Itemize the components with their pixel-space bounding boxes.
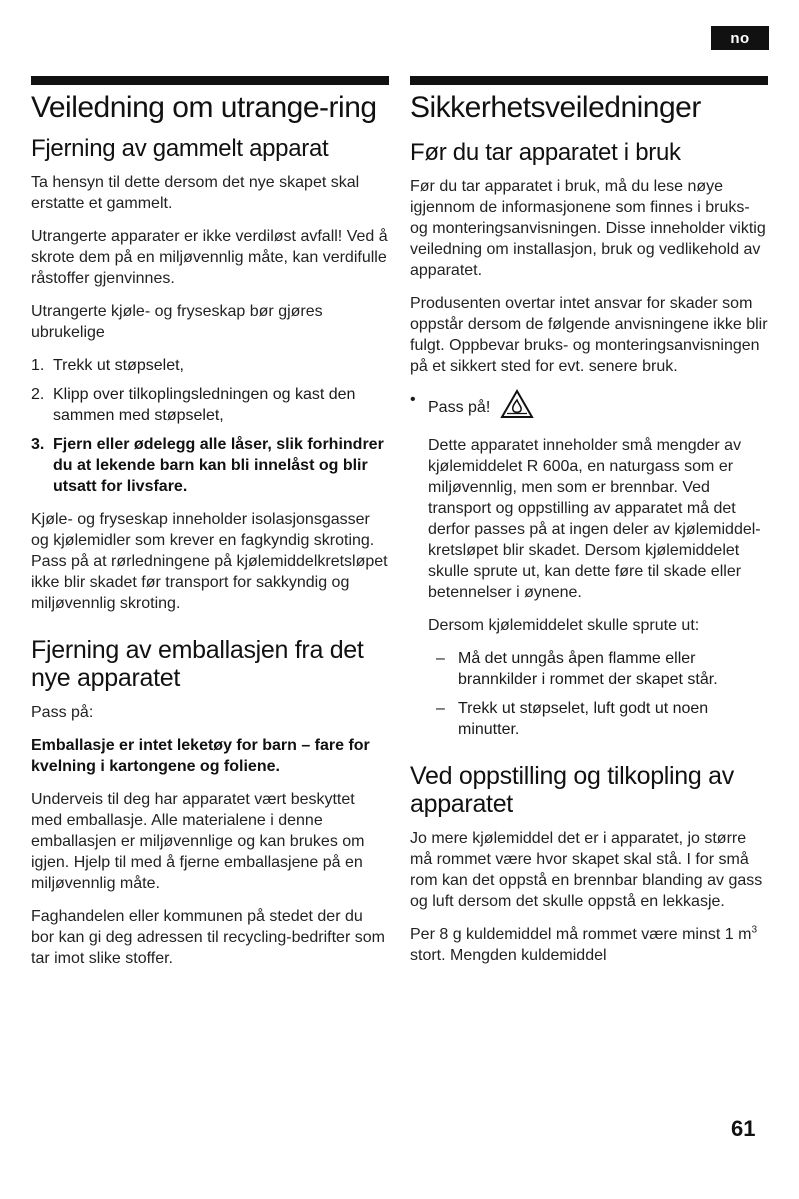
list-item <box>31 434 389 497</box>
paragraph: Ta hensyn til dette dersom det nye skapet skal erstatte et gammelt. <box>31 174 360 212</box>
bullet-item <box>410 389 768 425</box>
list-text: Trekk ut støpselet, <box>53 357 184 374</box>
paragraph: Utrangerte apparater er ikke verdiløst avfall! Ved å skrote dem på en miljøvennlig måte, kan verdifulle råstoffer gjenvinnes. <box>31 228 388 287</box>
steps-list <box>31 355 389 497</box>
paragraph: Jo mere kjølemiddel det er i apparatet, jo større må rommet være hvor skapet skal stå. I for små rom kan det oppstå en brennbar blanding av gass og luft dersom det skulle oppstå en lekkasje. <box>410 830 763 910</box>
flammable-warning-icon <box>500 389 534 425</box>
list-number: 2. <box>31 386 45 403</box>
language-badge: no <box>711 26 769 50</box>
heading-rule <box>31 76 389 85</box>
bullet-dot: • <box>410 391 416 408</box>
list-text: Må det unngås åpen flamme eller brannkilder i rommet der skapet står. <box>458 650 718 688</box>
paragraph: Kjøle- og fryseskap inneholder isolasjonsgasser og kjølemidler som krever en fagkyndig skroting. Pass på at rørledningene på kjølemiddelkretsløpet ikke blir skadet før transport for sakkyndig og miljøvennlig skroting. <box>31 511 388 612</box>
paragraph: Pass på: <box>31 704 94 721</box>
list-text: Trekk ut støpselet, luft godt ut noen minutter. <box>458 700 709 738</box>
subheading-packaging: Fjerning av emballasjen fra det nye apparatet <box>31 636 364 692</box>
subheading-installation: Ved oppstilling og tilkopling av apparatet <box>410 762 734 818</box>
heading-rule <box>410 76 768 85</box>
warning-paragraph: Emballasje er intet leketøy for barn – fare for kvelning i kartongene og foliene. <box>31 737 370 775</box>
subheading-before-use: Før du tar apparatet i bruk <box>410 139 681 166</box>
left-column <box>31 76 389 981</box>
paragraph: Utrangerte kjøle- og fryseskap bør gjøres ubrukelige <box>31 303 323 341</box>
right-column <box>410 76 768 978</box>
list-number: 1. <box>31 357 45 374</box>
page-number: 61 <box>731 1116 756 1141</box>
dash-marker: – <box>436 650 445 667</box>
paragraph: Før du tar apparatet i bruk, må du lese nøye igjennom de informasjonene som finnes i bruks- og monteringsanvisningen. Disse inneholder viktig veiledning om installasjon, bruk og vedlikehold av apparatet. <box>410 178 766 279</box>
paragraph: Dersom kjølemiddelet skulle sprute ut: <box>428 617 700 634</box>
indented-block <box>410 435 768 636</box>
dash-marker: – <box>436 700 445 717</box>
paragraph: Dette apparatet inneholder små mengder av kjølemiddelet R 600a, en naturgass som er miljøvennlig, men som er brennbar. Ved transport og oppstilling av apparatet må det derfor passes på at ingen deler av kjølemiddel-kretsløpet blir skadet. Dersom kjølemiddelet skulle sprute ut, kan dette føre til skade eller betennelser i øynene. <box>428 437 761 601</box>
section-heading-safety: Sikkerhetsveiledninger <box>410 91 701 124</box>
bullet-text: Pass på! <box>428 398 491 416</box>
list-item <box>428 648 768 690</box>
text-segment: stort. Mengden kuldemiddel <box>410 947 607 964</box>
list-number: 3. <box>31 436 45 453</box>
paragraph: Underveis til deg har apparatet vært beskyttet med emballasje. Alle materialene i denne emballasjen er miljøvennlige og kan brukes om igjen. Hjelp til med å fjerne emballasjene på en miljøvennlig måte. <box>31 791 365 892</box>
paragraph-quantity <box>410 924 768 966</box>
list-item <box>428 698 768 740</box>
dash-list <box>410 648 768 740</box>
list-item <box>31 355 389 376</box>
paragraph: Produsenten overtar intet ansvar for skader som oppstår dersom de følgende anvisningene ikke blir fulgt. Oppbevar bruks- og monteringsanvisningen på et sikkert sted for evt. senere bruk. <box>410 295 768 375</box>
list-text: Fjern eller ødelegg alle låser, slik forhindrer du at lekende barn kan bli innelåst og blir utsatt for livsfare. <box>53 436 384 495</box>
subheading-old-appliance: Fjerning av gammelt apparat <box>31 135 329 162</box>
list-text: Klipp over tilkoplingsledningen og kast den sammen med støpselet, <box>53 386 356 424</box>
superscript: 3 <box>751 924 758 936</box>
list-item <box>31 384 389 426</box>
section-heading-disposal: Veiledning om utrange-ring <box>31 91 377 124</box>
paragraph: Faghandelen eller kommunen på stedet der du bor kan gi deg adressen til recycling-bedrifter som tar imot slike stoffer. <box>31 908 385 967</box>
text-segment: Per 8 g kuldemiddel må rommet være minst 1 m <box>410 926 752 943</box>
